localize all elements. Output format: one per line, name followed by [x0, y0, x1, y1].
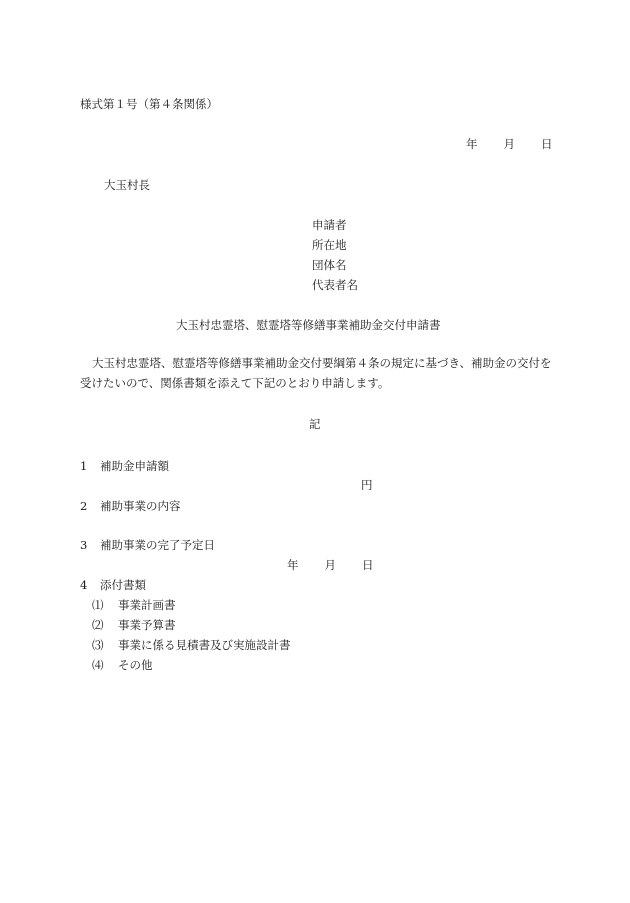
item-3-number: 3	[80, 538, 88, 552]
applicant-org-label: 団体名	[312, 258, 347, 272]
completion-date-year: 年	[287, 558, 299, 572]
item-2-label: 補助事業の内容	[100, 499, 181, 513]
item-3-label: 補助事業の完了予定日	[100, 538, 215, 552]
document-title: 大玉村忠霊塔、慰霊塔等修繕事業補助金交付申請書	[176, 318, 441, 332]
body-text: 大玉村忠霊塔、慰霊塔等修繕事業補助金交付要綱第４条の規定に基づき、補助金の交付を受けたいので、関係書類を添えて下記のとおり申請します。	[80, 356, 552, 390]
item-3	[80, 538, 215, 552]
yen-unit: 円	[361, 478, 373, 492]
attachment-item	[92, 658, 153, 672]
item-4-number: 4	[80, 578, 88, 592]
item-1-label: 補助金申請額	[100, 459, 169, 473]
attachment-4-number: ⑷	[92, 658, 104, 672]
attachment-item	[92, 618, 176, 632]
attachment-2-label: 事業予算書	[118, 618, 176, 632]
applicant-address-label: 所在地	[312, 238, 347, 252]
header-date-year: 年	[466, 137, 478, 151]
addressee: 大玉村長	[104, 178, 150, 192]
item-4	[80, 578, 146, 592]
attachment-item	[92, 638, 291, 652]
attachment-3-label: 事業に係る見積書及び実施設計書	[118, 638, 291, 652]
completion-date-month: 月	[324, 558, 336, 572]
header-date-day: 日	[541, 137, 553, 151]
item-1	[80, 459, 169, 473]
item-1-number: 1	[80, 459, 88, 473]
attachment-4-label: その他	[118, 658, 153, 672]
item-2	[80, 499, 181, 513]
item-2-number: 2	[80, 499, 88, 513]
applicant-label: 申請者	[312, 218, 347, 232]
attachment-3-number: ⑶	[92, 638, 104, 652]
attachment-item	[92, 598, 176, 612]
attachment-1-label: 事業計画書	[118, 598, 176, 612]
applicant-rep-label: 代表者名	[312, 278, 358, 292]
ki-heading: 記	[309, 417, 321, 431]
header-date-month: 月	[503, 137, 515, 151]
attachment-2-number: ⑵	[92, 618, 104, 632]
item-4-label: 添付書類	[100, 578, 146, 592]
completion-date	[287, 558, 374, 572]
form-number: 様式第１号（第４条関係）	[80, 97, 218, 111]
completion-date-day: 日	[362, 558, 374, 572]
body-paragraph	[80, 353, 552, 393]
header-date	[466, 137, 553, 151]
attachment-1-number: ⑴	[92, 598, 104, 612]
